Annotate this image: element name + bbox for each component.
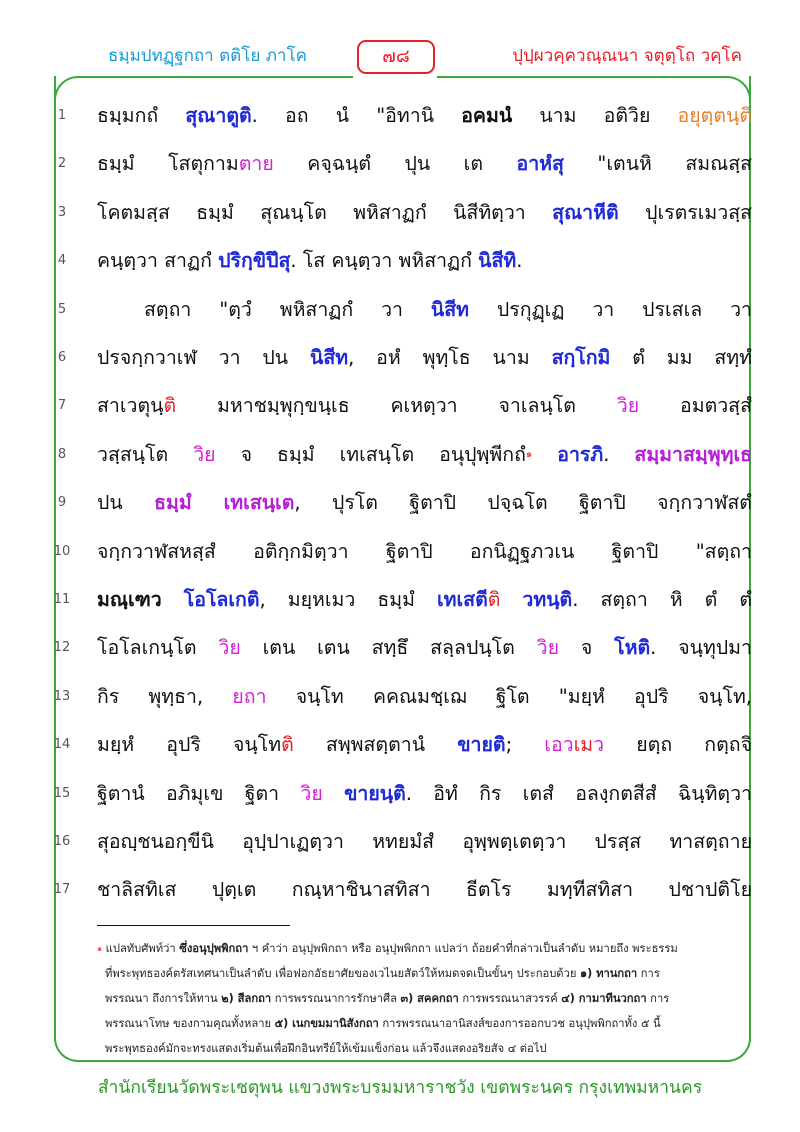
footnote [97,936,737,1061]
text-line [0,723,800,771]
line-number: 8 [57,446,67,462]
line-number: 16 [53,834,71,849]
text-line [0,868,800,916]
text-segment: . [603,442,635,466]
text-line [0,578,800,626]
text-segment: อารภิ [557,442,604,466]
line-number: 1 [57,108,67,123]
line-text [97,338,752,378]
line-text [97,580,752,620]
text-segment: มหาชมฺพุกฺขนฺเธ คเหตฺวา จาเลนฺโต [176,394,617,418]
text-segment: ปรกุฏฺเฏ วา ปรเสเล วา [469,297,753,321]
text-segment: , ปุรโต ฐิตาปิ ปจฺฉโต ฐิตาปิ จกฺกวาฬสตํ [294,491,752,515]
line-number: 5 [57,301,67,317]
text-segment: โคตมสฺส ธมฺมํ สุณนฺโต พหิสาฏกํ นิสีทิตฺวา [97,200,553,224]
text-line [0,772,800,820]
text-segment: อาหํสุ [516,152,564,176]
line-number: 13 [53,688,71,704]
page-number-badge: ๗๘ [357,40,435,74]
text-segment: มณฺเฑว [97,588,162,611]
text-line [0,191,800,239]
text-segment: ขายติ [457,733,506,757]
line-text [97,532,752,572]
text-segment: ยตฺถ กตฺถจิ [604,733,753,757]
text-segment: จนฺโท คคณมชฺเฌ ฐิโต "มยฺหํ อุปริ จนฺโท, [266,684,753,708]
text-line [0,530,800,578]
line-text [144,290,752,330]
text-line [0,675,800,723]
text-segment: สกฺโกมิ [551,346,611,369]
text-line [0,239,800,287]
text-segment: ติ [487,588,501,611]
line-number: 7 [57,398,67,414]
text-segment: วสฺสนฺโต [97,442,194,466]
text-line [0,94,800,142]
text-segment: ธมฺมํ โสตุกาม [97,152,239,176]
text-line [0,433,800,481]
text-segment: นาม อติวิย [512,104,678,127]
footnote-line-3: พรรณนา ถึงการให้ทาน ๒) สีลกถา การพรรณนาการรักษาศีล ๓) สคคกถา การพรรณนาสวรรค์ ๔) กามาทีนวกถา การ [105,992,670,1005]
line-text [97,822,752,862]
footnote-marker: ๑ [97,944,103,953]
text-segment: ตาย [238,152,274,176]
text-segment: . อิทํ กิร เตสํ อลงฺกตสีสํ ฉินฺทิตฺวา [405,781,752,805]
footnote-line-5: พระพุทธองค์มักจะทรงแสดงเริ่มต้นเพื่อฝึกอินทรีย์ให้เข้มแข็งก่อน แล้วจึงแสดงอริยสัจ ๔ ต่อไป [105,1042,547,1055]
text-segment: ว [593,733,605,757]
line-number: 9 [57,495,67,511]
text-segment: สุณาตูติ [185,104,252,127]
line-text [97,193,752,233]
footnote-line-1: $^๑$ แปลทับศัพท์ว่า ซึ่งอนุปุพพิกถา ฯ คำว่า อนุปุพพิกถา หรือ อนุปุพพิกถา แปลว่า ถ้อยคำที่กล่าวเป็นลำดับ หมายถึง พระธรรม [97,942,678,955]
footnote-line-2: ที่พระพุทธองค์ตรัสเทศนาเป็นลำดับ เพื่อฟอกอัธยาศัยของเวไนยสัตว์ให้หมดจดเป็นขั้นๆ ประกอบด้วย ๑) ทานกถา การ [105,967,660,980]
text-segment: ๑ [525,448,533,460]
line-text [97,870,752,910]
text-segment: วทนฺติ [522,588,573,611]
text-segment: ยถา [232,684,267,708]
footnote-divider [97,925,290,926]
text-segment: ธมฺมํ เทเสนฺเต [154,491,295,515]
text-segment: สาเวตุนฺ [97,394,164,418]
text-line [0,336,800,384]
text-line [0,626,800,674]
text-segment: คจฺฉนฺตํ ปุน เต [273,152,517,176]
line-number: 11 [53,592,71,607]
text-segment: ปน [97,491,155,515]
line-text [97,386,752,426]
text-segment: กิร พุทฺธา, [97,684,233,708]
line-number: 15 [53,785,71,801]
text-segment: ปุเรตรเมวสฺส [618,200,752,224]
text-segment: นิสีท [430,297,470,321]
line-text [97,241,752,281]
text-segment: คนฺตฺวา สาฏกํ [97,249,219,273]
text-segment: เทเสตี [436,588,488,611]
text-segment: . อถ นํ "อิทานิ [251,104,462,127]
line-text [97,483,752,523]
line-text [97,725,752,765]
line-number: 17 [53,882,71,898]
text-segment: สมฺมาสมฺพุทฺเธ [634,442,753,466]
text-segment: นิสีทิ [478,249,517,273]
text-segment: ติ [281,733,294,757]
footnote-line-4: พรรณนาโทษ ของกามคุณทั้งหลาย ๕) เนกขมมานิสังกถา การพรรณนาอานิสงส์ของการออกบวช อนุปุพพิกถาทั้ง ๕ นี้ [105,1017,661,1030]
text-segment: สุณาหีติ [552,200,619,224]
text-segment: วิย [300,781,323,805]
text-segment: เอว [544,733,574,757]
text-segment: สตฺถา "ตฺวํ พหิสาฏกํ วา [144,297,431,321]
text-segment: . สตฺถา หิ ตํ ตํ [572,588,752,611]
line-text [97,774,752,814]
text-line [0,288,800,336]
text-line [0,142,800,190]
text-segment: วิย [193,442,216,466]
text-segment: ตํ มม สทฺทํ [610,346,752,369]
text-segment: . โส คนฺตฺวา พหิสาฏกํ [290,249,479,273]
line-number: 2 [57,156,67,172]
text-line [0,384,800,432]
text-segment: เม [573,733,594,757]
text-segment: วิย [218,636,241,660]
text-segment: จ [559,636,615,660]
line-number: 14 [53,737,71,753]
text-segment [162,588,184,611]
text-segment: วิย [616,394,640,418]
text-segment: ธมฺมกถํ [97,104,186,127]
line-number: 10 [53,543,71,559]
text-segment: อยุตฺตนฺติ [677,104,753,127]
text-segment: , มยฺหเมว ธมฺมํ [259,588,437,611]
text-segment: . [516,249,523,273]
line-text [97,96,752,136]
line-number: 6 [57,350,67,365]
text-segment [532,443,557,466]
text-segment: ปรจกฺกวาเฬ วา ปน [97,346,310,369]
text-line [0,820,800,868]
text-segment: , อหํ พุทฺโธ นาม [348,346,552,369]
text-segment: โอโลเกติ [183,588,260,611]
text-segment: โอโลเกนฺโต [97,636,219,660]
line-text [97,628,752,668]
line-number: 3 [57,204,67,220]
text-segment: เตน เตน สทฺธึ สลฺลปนฺโต [240,636,537,660]
header-right-title: ปุปฺผวคฺควณฺณนา จตุตฺโถ วคฺโค [512,46,742,66]
text-segment [500,588,522,611]
text-segment: อคมนํ [461,104,513,127]
header-left-title: ธมฺมปทฏฺฐกถา ตติโย ภาโค [108,46,307,66]
text-segment: มยฺหํ อุปริ จนฺโท [97,733,282,757]
text-segment: สพฺพสตฺตานํ [293,733,458,757]
institution-footer: สำนักเรียนวัดพระเชตุพน แขวงพระบรมมหาราชวัง เขตพระนคร กรุงเทพมหานคร [97,1078,703,1098]
line-number: 12 [53,640,71,656]
text-segment: นิสีท [310,346,349,369]
text-segment: จ ธมฺมํ เทเสนฺโต อนุปุพฺพีกถํ [215,442,526,466]
text-segment: โหติ [614,636,651,660]
text-segment: ขายนฺติ [344,781,406,805]
text-segment: ปริกฺขิปึสุ [218,249,291,273]
text-segment: "เตนหิ สมณสฺส [563,152,753,176]
line-number: 4 [57,253,67,269]
text-segment: ชาลิสทิเส ปุตฺเต กณฺหาชินาสทิสา ธีตโร มทฺทีสทิสา ปชาปติโย [97,878,752,902]
text-segment: ; [505,733,545,757]
text-segment: สุอญฺชนอกฺขีนิ อุปฺปาเฏตฺวา หทยมํสํ อุพฺพตฺเตตฺวา ปรสฺส ทาสตฺถาย [97,830,752,853]
text-segment: ฐิตานํ อภิมุเข ฐิตา [97,781,301,805]
line-text [97,435,752,475]
text-segment [323,782,344,805]
text-segment: อมตวสฺสํ [639,394,752,418]
line-text [97,677,752,717]
text-segment: วิย [536,636,560,660]
text-segment: จกฺกวาฬสหสฺสํ อติกฺกมิตฺวา ฐิตาปิ อกนิฏฺฐภวเน ฐิตาปิ "สตฺถา [97,539,752,563]
text-line [0,481,800,529]
line-text [97,144,752,184]
text-segment: . จนฺทุปมา [650,636,752,660]
text-segment: ติ [163,394,177,418]
